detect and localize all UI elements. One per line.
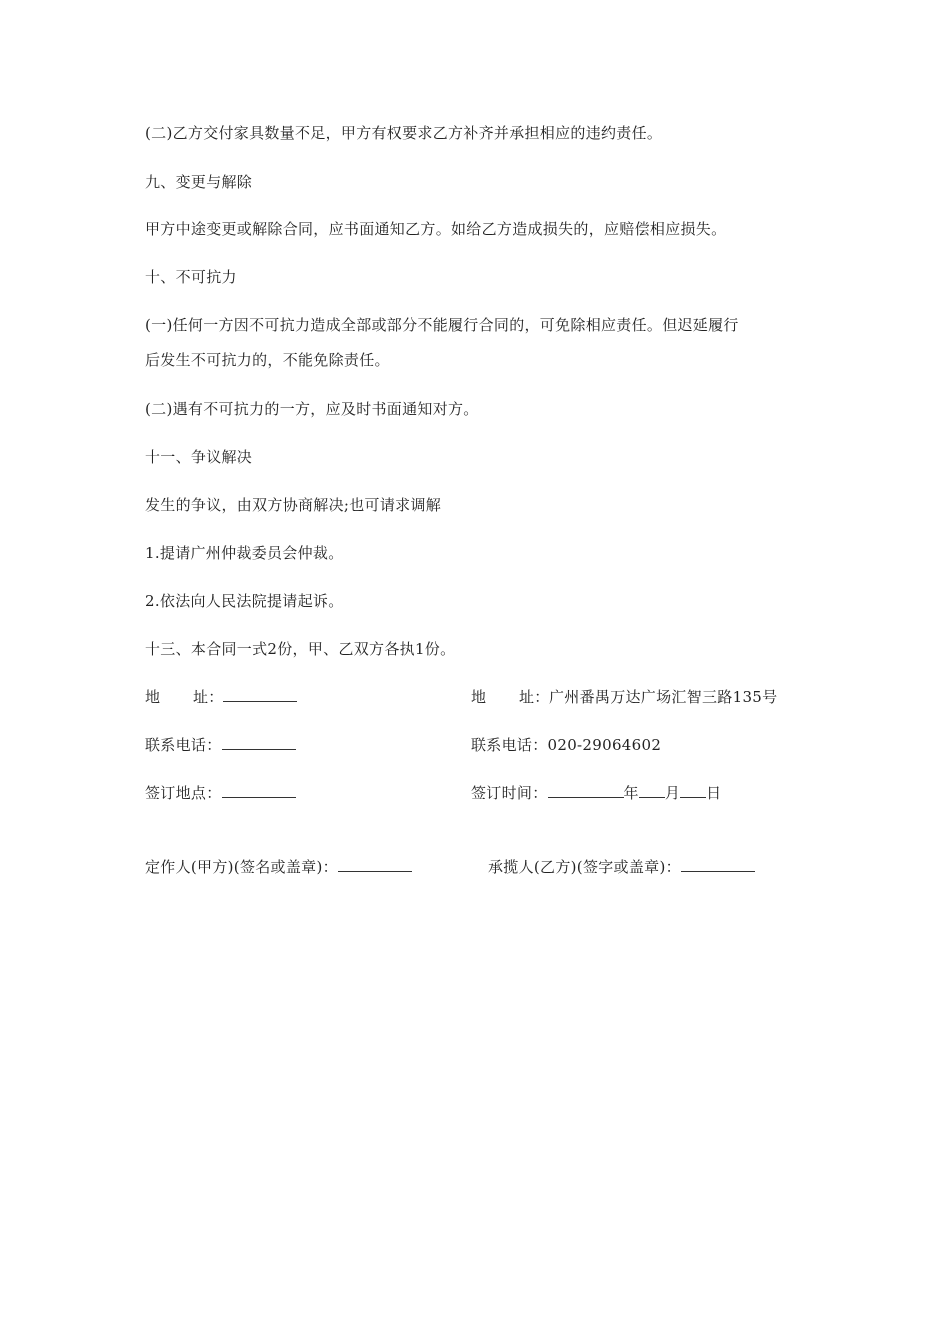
signing-place-label: 签订地点： — [145, 784, 222, 802]
month-label: 月 — [664, 784, 681, 802]
signing-time-row — [471, 783, 721, 803]
party-b-address-row — [471, 687, 777, 707]
party-a-signature-row — [145, 857, 412, 877]
party-a-address-row — [145, 687, 297, 707]
party-a-signature-label: 定作人(甲方)(签名或盖章)： — [145, 858, 338, 876]
party-a-phone-row — [145, 735, 296, 755]
party-a-phone-blank[interactable] — [222, 735, 296, 750]
clause-11-1: 1.提请广州仲裁委员会仲裁。 — [145, 544, 344, 562]
party-b-signature-label: 承揽人(乙方)(签字或盖章)： — [488, 858, 681, 876]
signing-place-blank[interactable] — [222, 783, 296, 798]
clause-8-2: (二)乙方交付家具数量不足，甲方有权要求乙方补齐并承担相应的违约责任。 — [145, 124, 663, 142]
party-b-signature-row — [488, 857, 755, 877]
party-b-signature-blank[interactable] — [681, 857, 755, 872]
party-a-signature-blank[interactable] — [338, 857, 412, 872]
party-b-phone-row — [471, 735, 661, 755]
party-a-address-blank[interactable] — [223, 687, 297, 702]
party-b-address-value: 广州番禺万达广场汇智三路135号 — [549, 688, 778, 706]
signing-place-row — [145, 783, 296, 803]
clause-10-1-line1: (一)任何一方因不可抗力造成全部或部分不能履行合同的，可免除相应责任。但迟延履行 — [145, 316, 739, 334]
address-label-part2: 址： — [193, 688, 224, 706]
phone-label: 联系电话： — [145, 736, 222, 754]
phone-label: 联系电话： — [471, 736, 548, 754]
heading-10: 十、不可抗力 — [145, 268, 237, 286]
day-label: 日 — [706, 784, 722, 802]
clause-11: 发生的争议，由双方协商解决;也可请求调解 — [145, 496, 442, 514]
party-b-phone-value: 020-29064602 — [547, 736, 662, 754]
clause-10-1-line2: 后发生不可抗力的，不能免除责任。 — [145, 351, 390, 369]
address-label-part2: 址： — [519, 688, 550, 706]
year-label: 年 — [623, 784, 639, 802]
clause-9: 甲方中途变更或解除合同，应书面通知乙方。如给乙方造成损失的，应赔偿相应损失。 — [145, 220, 727, 238]
address-label-part1: 地 — [145, 688, 161, 706]
address-label-part1: 地 — [471, 688, 487, 706]
year-blank[interactable] — [548, 783, 624, 798]
clause-13: 十三、本合同一式2份，甲、乙双方各执1份。 — [145, 640, 456, 658]
heading-11: 十一、争议解决 — [145, 448, 253, 466]
clause-10-2: (二)遇有不可抗力的一方，应及时书面通知对方。 — [145, 400, 479, 418]
day-blank[interactable] — [680, 783, 706, 798]
month-blank[interactable] — [639, 783, 665, 798]
signing-time-label: 签订时间： — [471, 784, 548, 802]
clause-11-2: 2.依法向人民法院提请起诉。 — [145, 592, 344, 610]
heading-9: 九、变更与解除 — [145, 173, 253, 191]
